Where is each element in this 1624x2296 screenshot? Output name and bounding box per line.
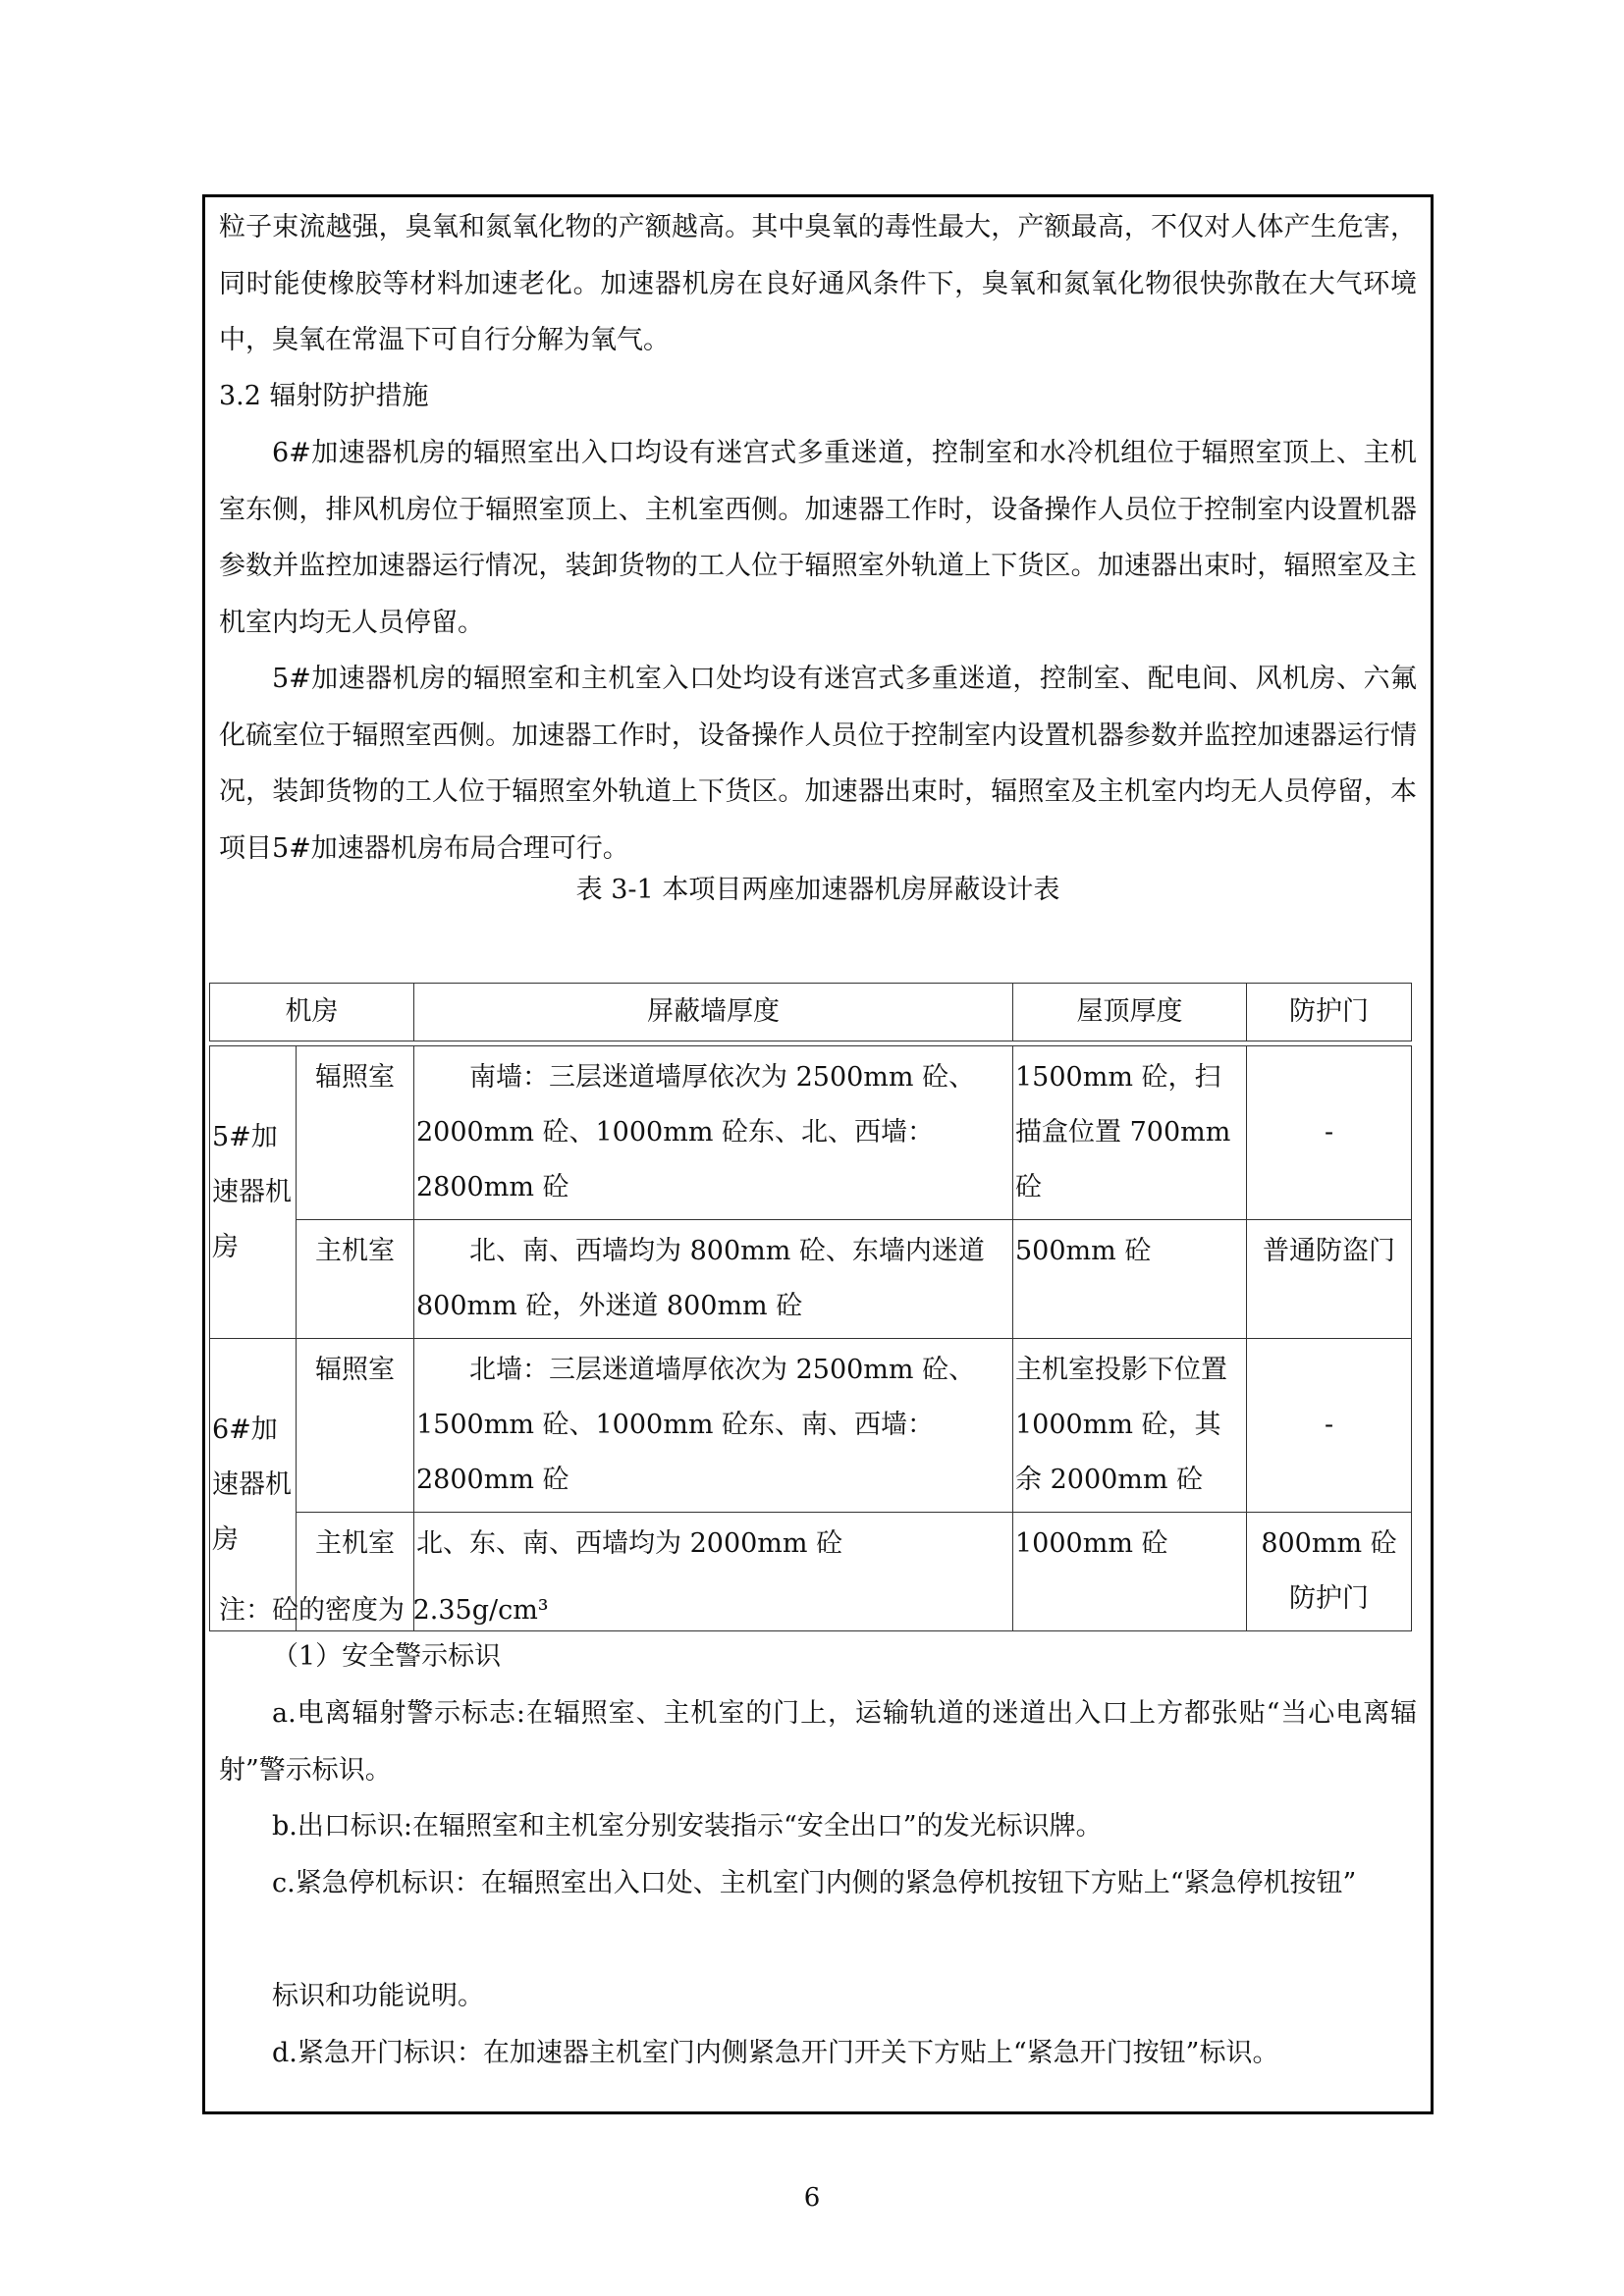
wall-thickness: 南墙：三层迷道墙厚依次为 2500mm 砼、2000mm 砼、1000mm 砼东、北、西墙：2800mm 砼 [414,1046,1013,1220]
roof-thickness: 1500mm 砼，扫描盒位置 700mm 砼 [1013,1046,1247,1220]
wall-thickness: 北、东、南、西墙均为 2000mm 砼 [414,1513,1013,1631]
roof-thickness: 500mm 砼 [1013,1220,1247,1339]
paragraph-byproducts: 粒子束流越强，臭氧和氮氧化物的产额越高。其中臭氧的毒性最大，产额最高，不仅对人体产生危害，同时能使橡胶等材料加速老化。加速器机房在良好通风条件下，臭氧和氮氧化物很快弥散在大气环境中，臭氧在常温下可自行分解为氧气。 [219,212,1417,355]
page-number: 6 [803,2183,821,2213]
shielding-design-table [209,983,1412,1631]
warning-item-d: d.紧急开门标识：在加速器主机室门内侧紧急开门开关下方贴上“紧急开门按钮”标识。 [272,2038,1279,2068]
door-type: - [1247,1046,1412,1220]
wall-thickness: 北、南、西墙均为 800mm 砼、东墙内迷道 800mm 砼，外迷道 800mm 砼 [414,1220,1013,1339]
header-wall: 屏蔽墙厚度 [414,984,1013,1041]
warning-item-c-continued: 标识和功能说明。 [272,1981,484,2011]
room-name: 主机室 [297,1513,414,1631]
door-type: 普通防盗门 [1247,1220,1412,1339]
warning-item-c: c.紧急停机标识：在辐照室出入口处、主机室门内侧的紧急停机按钮下方贴上“紧急停机按钮” [272,1868,1357,1898]
group-name: 5#加速器机房 [210,1046,297,1339]
wall-thickness: 北墙：三层迷道墙厚依次为 2500mm 砼、1500mm 砼、1000mm 砼东、南、西墙：2800mm 砼 [414,1339,1013,1513]
table-row [210,1339,1412,1513]
group-name: 6#加速器机房 [210,1339,297,1631]
table-header-row [210,984,1412,1041]
paragraph-6-layout: 6#加速器机房的辐照室出入口均设有迷宫式多重迷道，控制室和水冷机组位于辐照室顶上、主机室东侧，排风机房位于辐照室顶上、主机室西侧。加速器工作时，设备操作人员位于控制室内设置机器参数并监控加速器运行情况，装卸货物的工人位于辐照室外轨道上下货区。加速器出束时，辐照室及主机室内均无人员停留。 [219,438,1417,638]
table-note: 注：砼的密度为 2.35g/cm³ [219,1595,549,1626]
table-row [210,1046,1412,1220]
roof-thickness: 1000mm 砼 [1013,1513,1247,1631]
header-door: 防护门 [1247,984,1412,1041]
warnings-heading: （1）安全警示标识 [272,1641,502,1672]
paragraph-5-layout: 5#加速器机房的辐照室和主机室入口处均设有迷宫式多重迷道，控制室、配电间、风机房、六氟化硫室位于辐照室西侧。加速器工作时，设备操作人员位于控制室内设置机器参数并监控加速器运行情况，装卸货物的工人位于辐照室外轨道上下货区。加速器出束时，辐照室及主机室内均无人员停留，本项目5#加速器机房布局合理可行。 [219,664,1417,864]
door-type: 800mm 砼防护门 [1247,1513,1412,1631]
room-name: 主机室 [297,1220,414,1339]
table-caption: 表 3-1 本项目两座加速器机房屏蔽设计表 [575,875,1060,905]
table-row [210,1220,1412,1339]
room-name: 辐照室 [297,1339,414,1513]
header-room: 机房 [210,984,414,1041]
room-name: 辐照室 [297,1046,414,1220]
door-type: - [1247,1339,1412,1513]
warning-item-a: a.电离辐射警示标志:在辐照室、主机室的门上，运输轨道的迷道出入口上方都张贴“当心电离辐射”警示标识。 [219,1698,1417,1786]
section-heading: 3.2 辐射防护措施 [219,381,429,411]
roof-thickness: 主机室投影下位置 1000mm 砼，其余 2000mm 砼 [1013,1339,1247,1513]
content-frame [202,194,1434,2114]
header-roof: 屋顶厚度 [1013,984,1247,1041]
warning-item-b: b.出口标识:在辐照室和主机室分别安装指示“安全出口”的发光标识牌。 [272,1811,1103,1842]
